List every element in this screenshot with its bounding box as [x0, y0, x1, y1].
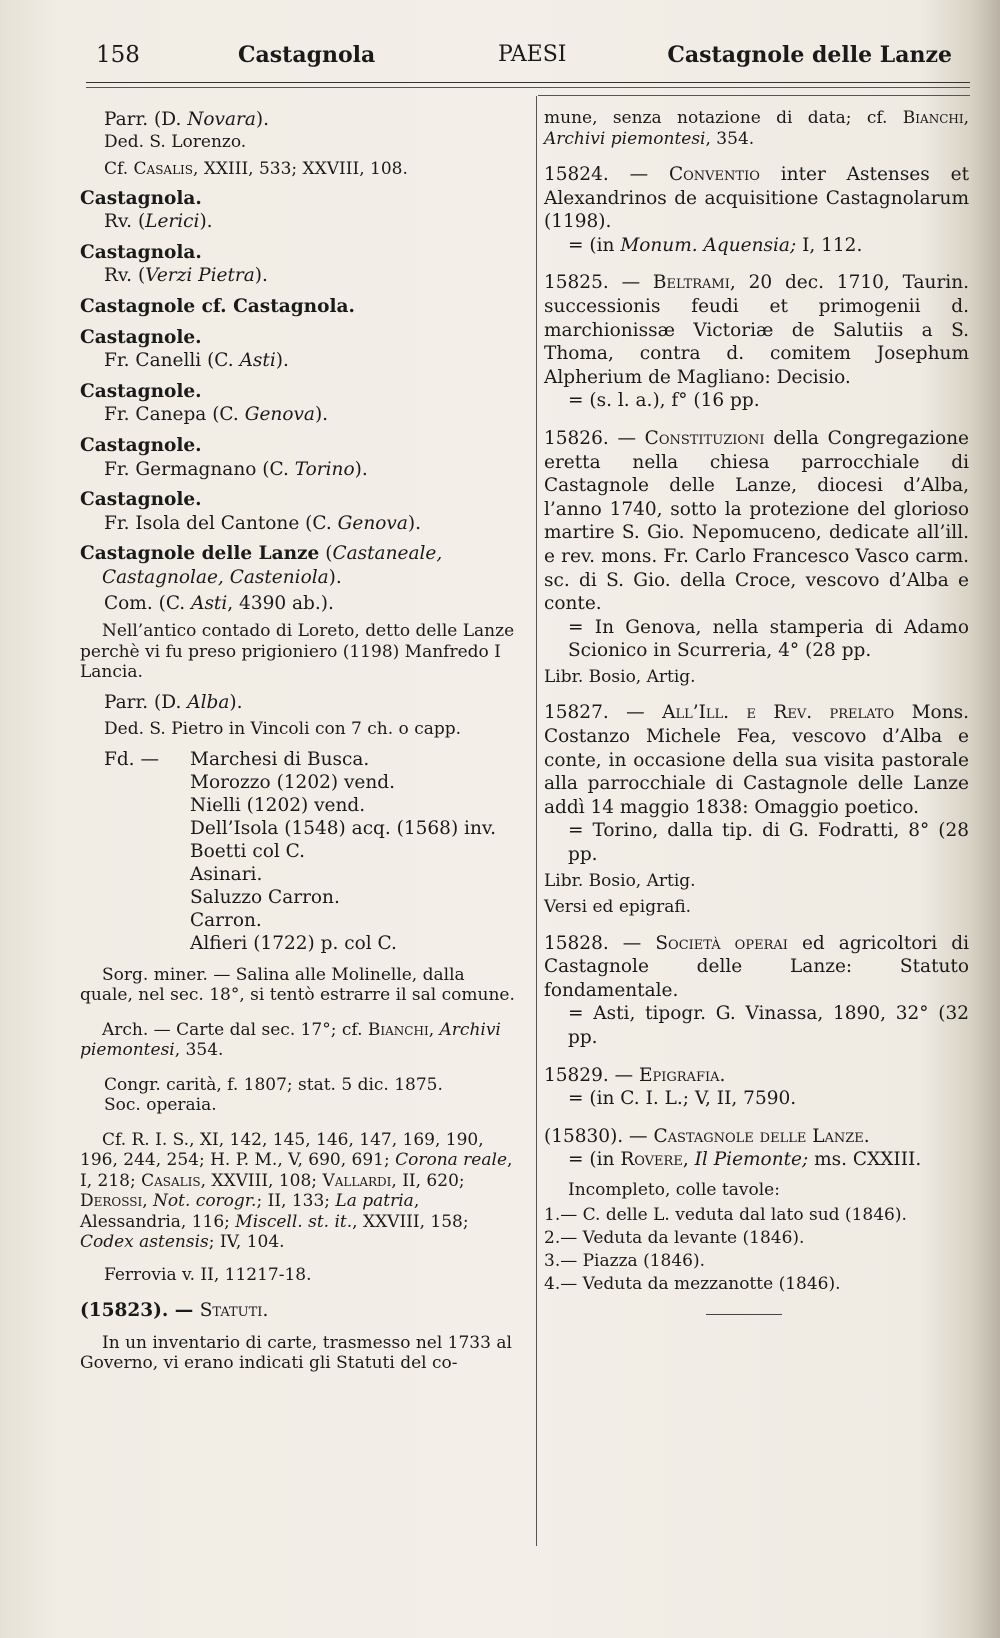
entry-15823: (15823). — Statuti. In un inventario di carte, trasmesso nel 1733 al Governo, vi erano indicati gli Statuti del co-	[80, 1300, 512, 1374]
list-item: 1.— C. delle L. veduta dal lato sud (1846).	[544, 1205, 907, 1226]
page-number: 158	[96, 42, 140, 68]
list-item: 3.— Piazza (1846).	[544, 1251, 706, 1272]
entry-15824: 15824. — Conventio inter Astenses et Alexandrinos de acquisitione Castagnolarum (1198). = (in Monum. Aquensia; I, 112.	[544, 164, 969, 256]
archive-note: Arch. — Carte dal sec. 17°; cf. Bianchi, Archivi piemontesi, 354.	[80, 1019, 501, 1061]
left-heading: Castagnola	[238, 42, 376, 68]
entry-cf-casalis: Cf. Casalis, XXIII, 533; XXVIII, 108.	[104, 159, 408, 180]
column-divider	[536, 96, 537, 1546]
list-item: Alfieri (1722) p. col C.	[190, 932, 397, 954]
right-heading: Castagnole delle Lanze	[667, 42, 952, 68]
entry-parish-novara: Parr. (D. Novara). Ded. S. Lorenzo.	[104, 109, 270, 152]
entry-15826: 15826. — Constituzioni della Congregazione eretta nella chiesa parrocchiale di Castagnole delle Lanze, diocesi d’Alba, l’anno 1740, sotto la protezione del glorioso martire S. Gio. Nepomuceno, dedicate all’ill. e rev. mons. Fr. Carlo Francesco Vasco carm. sc. di S. Gio. della Croce, vescovo d’Alba e conte. = In Genova, nella stamperia di Adamo Scionico in Scurreria, 4° (28 pp. Libr. Bosio, Artig.	[544, 427, 970, 687]
list-item: Dell’Isola (1548) acq. (1568) inv.	[190, 817, 497, 839]
entry-title: Castagnole delle Lanze	[80, 543, 320, 565]
right-column	[544, 108, 969, 1329]
feudatory-list	[190, 748, 496, 955]
entry-15825: 15825. — Beltrami, 20 dec. 1710, Taurin. successionis feudi et primogenii d. marchionissæ Victoriæ de Salutiis a S. Thoma, contra d. comitem Josephum Alpherium de Magliano: Decisio. = (s. l. a.), f° (16 pp.	[544, 272, 970, 412]
entry-15829: 15829. — Epigrafia. = (in C. I. L.; V, II, 7590.	[544, 1064, 797, 1110]
dedication: Ded. S. Pietro in Vincoli con 7 ch. o capp.	[104, 719, 462, 740]
entry-title: Castagnola.	[80, 187, 202, 209]
entry-title: Castagnole.	[80, 326, 202, 348]
charity-note: Congr. carità, f. 1807; stat. 5 dic. 1875.	[104, 1074, 443, 1095]
entry-castagnola-lerici: Castagnola. Rv. (Lerici).	[80, 187, 516, 234]
entry-title: Castagnole.	[80, 434, 202, 456]
society-note: Soc. operaia.	[104, 1095, 217, 1116]
center-heading: PAESI	[498, 42, 567, 67]
list-item: Marchesi di Busca.	[190, 748, 370, 770]
running-header	[96, 42, 952, 82]
list-item: Boetti col C.	[190, 840, 306, 862]
entry-title: Castagnola.	[80, 241, 202, 263]
entry-castagnole-germagnano: Castagnole. Fr. Germagnano (C. Torino).	[80, 434, 516, 481]
entry-title: Castagnole.	[80, 380, 202, 402]
railway-note: Ferrovia v. II, 11217-18.	[104, 1264, 312, 1285]
list-item: 2.— Veduta da levante (1846).	[544, 1228, 805, 1249]
list-item: Nielli (1202) vend.	[190, 794, 366, 816]
header-rule-2	[86, 87, 970, 88]
list-item: Saluzzo Carron.	[190, 886, 340, 908]
entry-title: Castagnole.	[80, 489, 202, 511]
list-item: 4.— Veduta da mezzanotte (1846).	[544, 1274, 841, 1295]
entry-castagnole-canepa: Castagnole. Fr. Canepa (C. Genova).	[80, 380, 516, 427]
history-note: Nell’antico contado di Loreto, detto delle Lanze perchè vi fu preso prigioniero (1198) Manfredo I Lancia.	[80, 621, 515, 683]
list-item: Carron.	[190, 909, 262, 931]
left-column	[80, 108, 516, 1381]
mineral-spring: Sorg. miner. — Salina alle Molinelle, dalla quale, nel sec. 18°, si tentò estrarre il sal comune.	[80, 964, 515, 1006]
entry-castagnole-canelli: Castagnole. Fr. Canelli (C. Asti).	[80, 326, 516, 373]
plates-list	[544, 1204, 969, 1296]
bibliography: Cf. R. I. S., XI, 142, 145, 146, 147, 169, 190, 196, 244, 254; H. P. M., V, 690, 691; Corona reale, I, 218; Casalis, XXVIII, 108; Vallardi, II, 620; Derossi, Not. corogr.; II, 133; La patria, Alessandria, 116; Miscell. st. it., XXVIII, 158; Codex astensis; IV, 104.	[80, 1129, 513, 1253]
entry-15827: 15827. — All’Ill. e Rev. prelato Mons. Costanzo Michele Fea, vescovo d’Alba e conte, in occasione della sua visita pastorale alla parrocchiale di Castagnole delle Lanze addì 14 maggio 1838: Omaggio poetico. = Torino, dalla tip. di G. Fodratti, 8° (28 pp. Libr. Bosio, Artig. Versi ed epigrafi.	[544, 702, 969, 918]
entry-15828: 15828. — Società operai ed agricoltori di Castagnole delle Lanze: Statuto fondamentale. = Asti, tipogr. G. Vinassa, 1890, 32° (32 pp.	[544, 932, 970, 1048]
entry-castagnole-delle-lanze: Castagnole delle Lanze (Castaneale, Castagnolae, Casteniola). Com. (C. Asti, 4390 ab.). Nell’antico contado di Loreto, detto delle Lanze perchè vi fu preso prigioniero (1198) Manfredo I Lancia. Parr. (D. Alba). Ded. S. Pietro in Vincoli con 7 ch. o capp. Fd. — Marchesi di Busca. Morozzo (1202) vend. Nielli (1202) vend. Dell’Isola (1548) acq. (1568) inv. Boetti col C. Asinari. Saluzzo Carron. Carron. Alfieri (1722) p. col C. Sorg. miner. — Salina alle Molinelle, dalla quale, nel sec. 18°, si tentò estrarre il sal comune. Arch. — Carte dal sec. 17°; cf. Bianchi, Archivi piemontesi, 354. Congr. carità, f. 1807; stat. 5 dic. 1875. Soc. operaia. Cf. R. I. S., XI, 142, 145, 146, 147, 169, 190, 196, 244, 254; H. P. M., V, 690, 691; Corona reale, I, 218; Casalis, XXVIII, 108; Vallardi, II, 620; Derossi, Not. corogr.; II, 133; La patria, Alessandria, 116; Miscell. st. it., XXVIII, 158; Codex astensis; IV, 104. Ferrovia v. II, 11217-18.	[80, 543, 515, 1285]
column-top-rule	[538, 95, 970, 96]
section-end-rule	[706, 1314, 782, 1315]
feudatories: Fd. — Marchesi di Busca. Morozzo (1202) vend. Nielli (1202) vend. Dell’Isola (1548) acq. (1568) inv. Boetti col C. Asinari. Saluzzo Carron. Carron. Alfieri (1722) p. col C.	[104, 748, 497, 954]
header-rule	[86, 82, 970, 83]
continuation-15823: mune, senza notazione di data; cf. Bianchi, Archivi piemontesi, 354.	[544, 108, 969, 149]
list-item: Morozzo (1202) vend.	[190, 771, 396, 793]
entry-15830: (15830). — Castagnole delle Lanze. = (in Rovere, Il Piemonte; ms. CXXIII. Incompleto, colle tavole: 1.— C. delle L. veduta dal lato sud (1846). 2.— Veduta da levante (1846). 3.— Piazza (1846). 4.— Veduta da mezzanotte (1846).	[544, 1125, 969, 1316]
list-item: Asinari.	[190, 863, 263, 885]
entry-castagnole-cf: Castagnole cf. Castagnola.	[80, 295, 355, 317]
entry-castagnola-verzi: Castagnola. Rv. (Verzi Pietra).	[80, 241, 516, 288]
entry-castagnole-isola: Castagnole. Fr. Isola del Cantone (C. Genova).	[80, 488, 516, 535]
